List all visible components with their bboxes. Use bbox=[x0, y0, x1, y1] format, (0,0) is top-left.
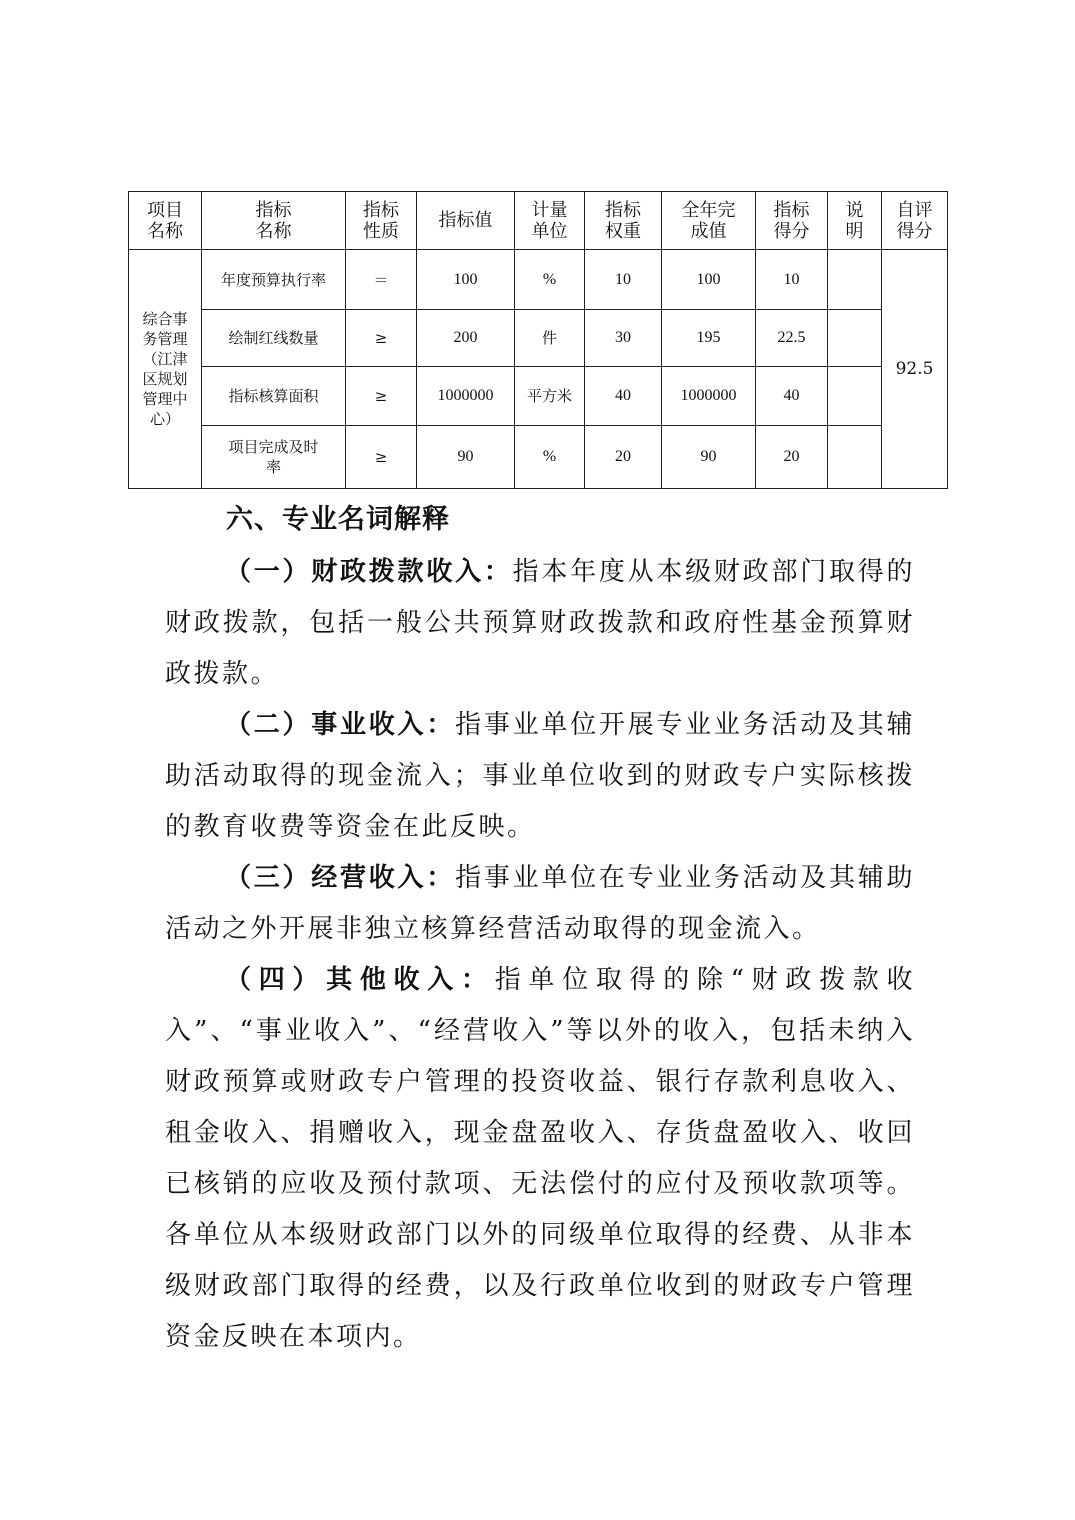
indicator-nature-cell: ≥ bbox=[346, 310, 417, 367]
header-unit: 计量 单位 bbox=[515, 192, 585, 250]
note-cell bbox=[828, 426, 882, 489]
table-row bbox=[129, 310, 948, 367]
definition-text: 指事业单位在专业业务活动及其辅助活动之外开展非独立核算经营活动取得的现金流入。 bbox=[165, 863, 915, 944]
table-row bbox=[129, 367, 948, 426]
actual-cell: 195 bbox=[662, 310, 756, 367]
weight-cell: 10 bbox=[585, 250, 662, 310]
indicator-value-cell: 90 bbox=[417, 426, 515, 489]
definition-term: （一）财政拨款收入： bbox=[225, 557, 513, 587]
score-cell: 10 bbox=[756, 250, 828, 310]
definition-paragraph bbox=[165, 853, 915, 955]
unit-cell: % bbox=[515, 426, 585, 489]
indicator-name-cell: 项目完成及时 率 bbox=[202, 426, 346, 489]
performance-table bbox=[128, 191, 948, 489]
definition-text: 指单位取得的除“财政拨款收入”、“事业收入”、“经营收入”等以外的收入，包括未纳入财政预算或财政专户管理的投资收益、银行存款利息收入、租金收入、捐赠收入，现金盘盈收入、存货盘盈收入、收回已核销的应收及预付款项、无法偿付的应付及预收款项等。各单位从本级财政部门以外的同级单位取得的经费、从非本级财政部门取得的经费，以及行政单位收到的财政专户管理资金反映在本项内。 bbox=[165, 965, 915, 1352]
note-cell bbox=[828, 250, 882, 310]
actual-cell: 100 bbox=[662, 250, 756, 310]
indicator-name-cell: 年度预算执行率 bbox=[202, 250, 346, 310]
definition-text: 指事业单位开展专业业务活动及其辅助活动取得的现金流入；事业单位收到的财政专户实际核拨的教育收费等资金在此反映。 bbox=[165, 710, 915, 842]
weight-cell: 20 bbox=[585, 426, 662, 489]
table-row bbox=[129, 426, 948, 489]
definition-term: （四）其他收入： bbox=[225, 965, 495, 995]
score-cell: 22.5 bbox=[756, 310, 828, 367]
definition-paragraph bbox=[165, 700, 915, 853]
indicator-value-cell: 100 bbox=[417, 250, 515, 310]
header-annual-completion: 全年完 成值 bbox=[662, 192, 756, 250]
table-header-row bbox=[129, 192, 948, 250]
header-self-score: 自评 得分 bbox=[882, 192, 948, 250]
weight-cell: 40 bbox=[585, 367, 662, 426]
unit-cell: 平方米 bbox=[515, 367, 585, 426]
indicator-value-cell: 1000000 bbox=[417, 367, 515, 426]
definition-paragraph bbox=[165, 955, 915, 1363]
indicator-name-cell: 指标核算面积 bbox=[202, 367, 346, 426]
header-indicator-nature: 指标 性质 bbox=[346, 192, 417, 250]
note-cell bbox=[828, 310, 882, 367]
header-weight: 指标 权重 bbox=[585, 192, 662, 250]
actual-cell: 1000000 bbox=[662, 367, 756, 426]
unit-cell: 件 bbox=[515, 310, 585, 367]
definition-text: 指本年度从本级财政部门取得的财政拨款，包括一般公共预算财政拨款和政府性基金预算财政拨款。 bbox=[165, 557, 915, 689]
weight-cell: 30 bbox=[585, 310, 662, 367]
section-heading: 六、专业名词解释 bbox=[226, 504, 450, 535]
self-score-total-cell: 92.5 bbox=[882, 250, 948, 489]
header-score: 指标 得分 bbox=[756, 192, 828, 250]
note-cell bbox=[828, 367, 882, 426]
score-cell: 40 bbox=[756, 367, 828, 426]
indicator-nature-cell: ≥ bbox=[346, 367, 417, 426]
definition-term: （三）经营收入： bbox=[225, 863, 456, 893]
header-note: 说 明 bbox=[828, 192, 882, 250]
header-indicator-value: 指标值 bbox=[417, 192, 515, 250]
score-cell: 20 bbox=[756, 426, 828, 489]
definition-term: （二）事业收入： bbox=[225, 710, 456, 740]
definition-paragraph bbox=[165, 547, 915, 700]
header-indicator-name: 指标 名称 bbox=[202, 192, 346, 250]
table-row bbox=[129, 250, 948, 310]
header-project-name: 项目 名称 bbox=[129, 192, 202, 250]
actual-cell: 90 bbox=[662, 426, 756, 489]
indicator-name-cell: 绘制红线数量 bbox=[202, 310, 346, 367]
unit-cell: % bbox=[515, 250, 585, 310]
indicator-value-cell: 200 bbox=[417, 310, 515, 367]
indicator-nature-cell: ≥ bbox=[346, 426, 417, 489]
indicator-nature-cell: ＝ bbox=[346, 250, 417, 310]
project-name-cell: 综合事 务管理 （江津 区规划 管理中 心） bbox=[129, 250, 202, 489]
